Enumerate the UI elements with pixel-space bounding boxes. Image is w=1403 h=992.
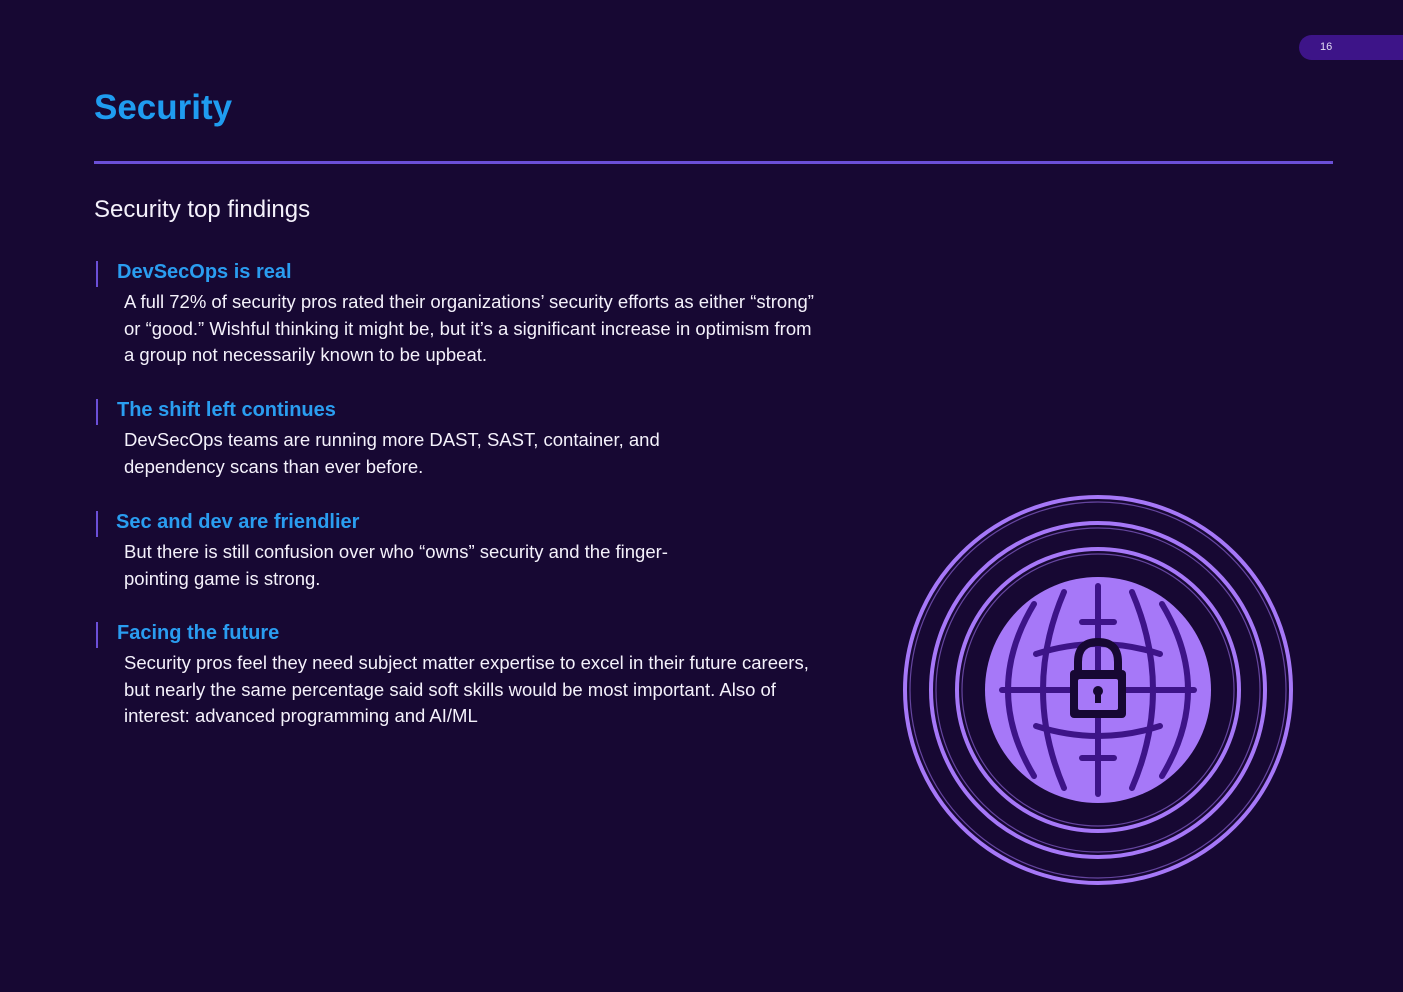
finding-heading: Facing the future — [117, 622, 280, 644]
title-divider — [94, 161, 1333, 164]
page-number: 16 — [1320, 41, 1333, 53]
finding-body: Security pros feel they need subject matter expertise to excel in their future careers, but nearly the same percentage said soft skills would be most important. Also of interest: advanced programming and AI/ML — [124, 652, 809, 726]
page-number-tab — [1299, 35, 1403, 60]
finding-heading: Sec and dev are friendlier — [116, 511, 360, 533]
finding-accent-bar — [96, 511, 98, 537]
finding-facing-future — [94, 619, 834, 734]
finding-accent-bar — [96, 622, 98, 648]
finding-heading: The shift left continues — [117, 399, 336, 421]
finding-accent-bar — [96, 261, 98, 287]
finding-sec-dev-friendlier — [94, 508, 834, 598]
finding-accent-bar — [96, 399, 98, 425]
finding-body: DevSecOps teams are running more DAST, SAST, container, and dependency scans than ever before. — [124, 429, 660, 477]
section-subtitle: Security top findings — [94, 196, 311, 223]
finding-heading: DevSecOps is real — [117, 261, 292, 283]
finding-devsecops-real — [94, 258, 834, 373]
page-title: Security — [94, 88, 233, 127]
globe-lock-illustration — [902, 494, 1294, 886]
finding-body: A full 72% of security pros rated their organizations’ security efforts as either “strong” or “good.” Wishful thinking it might be, but it’s a significant increase in optimism from a group not necessarily known to be upbeat. — [124, 291, 814, 365]
finding-shift-left — [94, 396, 834, 486]
finding-body: But there is still confusion over who “owns” security and the finger-pointing game is strong. — [124, 541, 668, 589]
globe-lock-icon — [902, 494, 1294, 886]
